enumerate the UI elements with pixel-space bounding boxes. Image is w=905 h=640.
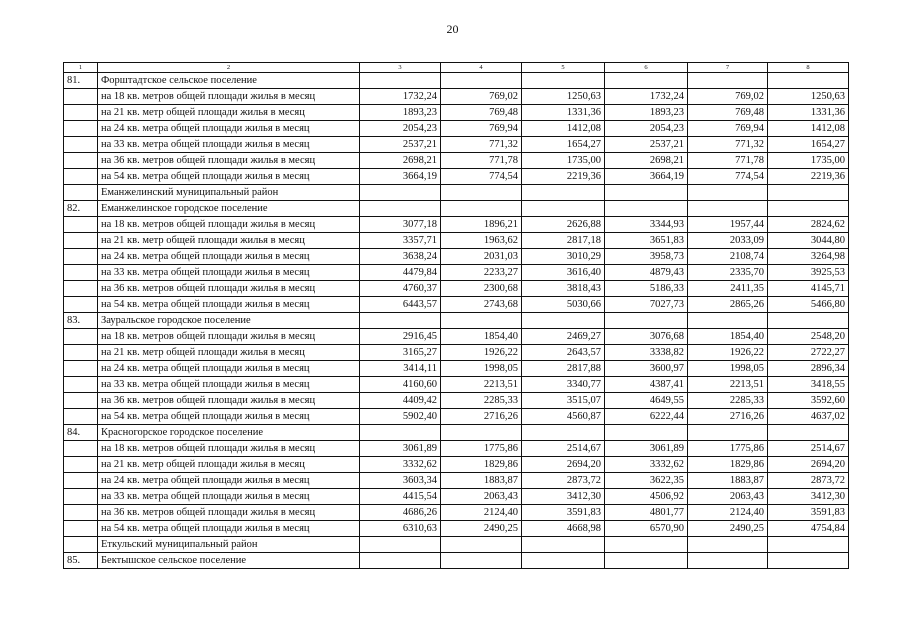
value-cell: 1963,62 bbox=[441, 233, 522, 249]
table-row bbox=[64, 169, 849, 185]
value-cell: 3418,55 bbox=[768, 377, 849, 393]
value-cell: 3332,62 bbox=[605, 457, 688, 473]
row-number bbox=[64, 233, 98, 249]
value-cell: 2490,25 bbox=[688, 521, 768, 537]
value-cell: 3344,93 bbox=[605, 217, 688, 233]
value-cell: 4160,60 bbox=[360, 377, 441, 393]
value-cell: 6310,63 bbox=[360, 521, 441, 537]
value-cell: 4637,02 bbox=[768, 409, 849, 425]
value-cell bbox=[360, 537, 441, 553]
table-row bbox=[64, 121, 849, 137]
value-cell: 1957,44 bbox=[688, 217, 768, 233]
value-cell bbox=[441, 425, 522, 441]
value-cell bbox=[441, 73, 522, 89]
value-cell: 6443,57 bbox=[360, 297, 441, 313]
row-name: на 21 кв. метр общей площади жилья в месяц bbox=[98, 457, 360, 473]
value-cell: 2873,72 bbox=[768, 473, 849, 489]
table-row bbox=[64, 89, 849, 105]
value-cell: 3340,77 bbox=[522, 377, 605, 393]
row-number bbox=[64, 393, 98, 409]
value-cell bbox=[768, 313, 849, 329]
table-row bbox=[64, 153, 849, 169]
value-cell: 2537,21 bbox=[605, 137, 688, 153]
row-name: на 18 кв. метров общей площади жилья в месяц bbox=[98, 89, 360, 105]
value-cell: 3061,89 bbox=[360, 441, 441, 457]
value-cell: 2865,26 bbox=[688, 297, 768, 313]
row-number bbox=[64, 489, 98, 505]
value-cell: 4668,98 bbox=[522, 521, 605, 537]
row-name: на 18 кв. метров общей площади жилья в месяц bbox=[98, 329, 360, 345]
row-name: на 36 кв. метров общей площади жилья в месяц bbox=[98, 393, 360, 409]
value-cell bbox=[441, 313, 522, 329]
value-cell: 1926,22 bbox=[441, 345, 522, 361]
value-cell bbox=[360, 313, 441, 329]
value-cell: 1654,27 bbox=[768, 137, 849, 153]
value-cell bbox=[522, 553, 605, 569]
value-cell: 2233,27 bbox=[441, 265, 522, 281]
value-cell: 4754,84 bbox=[768, 521, 849, 537]
value-cell: 3515,07 bbox=[522, 393, 605, 409]
value-cell: 7027,73 bbox=[605, 297, 688, 313]
value-cell: 2817,88 bbox=[522, 361, 605, 377]
tariff-table bbox=[63, 62, 849, 569]
value-cell: 2411,35 bbox=[688, 281, 768, 297]
row-number bbox=[64, 329, 98, 345]
value-cell: 3357,71 bbox=[360, 233, 441, 249]
row-number bbox=[64, 345, 98, 361]
value-cell: 2054,23 bbox=[360, 121, 441, 137]
value-cell bbox=[605, 185, 688, 201]
value-cell: 1926,22 bbox=[688, 345, 768, 361]
row-name: на 21 кв. метр общей площади жилья в месяц bbox=[98, 233, 360, 249]
row-name: на 36 кв. метров общей площади жилья в месяц bbox=[98, 505, 360, 521]
table-row bbox=[64, 105, 849, 121]
row-name: на 54 кв. метра общей площади жилья в месяц bbox=[98, 521, 360, 537]
value-cell bbox=[768, 425, 849, 441]
value-cell: 3264,98 bbox=[768, 249, 849, 265]
row-name: Еманжелинский муниципальный район bbox=[98, 185, 360, 201]
value-cell: 4145,71 bbox=[768, 281, 849, 297]
row-number: 85. bbox=[64, 553, 98, 569]
value-cell: 3651,83 bbox=[605, 233, 688, 249]
value-cell: 2716,26 bbox=[441, 409, 522, 425]
value-cell: 2694,20 bbox=[768, 457, 849, 473]
value-cell bbox=[522, 185, 605, 201]
value-cell: 1732,24 bbox=[360, 89, 441, 105]
value-cell bbox=[605, 537, 688, 553]
row-number bbox=[64, 473, 98, 489]
value-cell: 5186,33 bbox=[605, 281, 688, 297]
value-cell bbox=[522, 313, 605, 329]
table-row bbox=[64, 249, 849, 265]
value-cell: 6570,90 bbox=[605, 521, 688, 537]
value-cell bbox=[441, 201, 522, 217]
value-cell: 769,94 bbox=[688, 121, 768, 137]
value-cell: 2896,34 bbox=[768, 361, 849, 377]
row-number bbox=[64, 521, 98, 537]
row-name: Форштадтское сельское поселение bbox=[98, 73, 360, 89]
value-cell: 2824,62 bbox=[768, 217, 849, 233]
row-number bbox=[64, 217, 98, 233]
value-cell: 2213,51 bbox=[688, 377, 768, 393]
value-cell bbox=[688, 185, 768, 201]
value-cell: 769,48 bbox=[688, 105, 768, 121]
value-cell: 2033,09 bbox=[688, 233, 768, 249]
value-cell: 2219,36 bbox=[522, 169, 605, 185]
value-cell: 2285,33 bbox=[441, 393, 522, 409]
value-cell: 771,78 bbox=[441, 153, 522, 169]
value-cell: 2722,27 bbox=[768, 345, 849, 361]
value-cell: 1412,08 bbox=[768, 121, 849, 137]
column-number-row bbox=[64, 63, 849, 73]
value-cell bbox=[688, 313, 768, 329]
value-cell: 1854,40 bbox=[688, 329, 768, 345]
value-cell: 2514,67 bbox=[522, 441, 605, 457]
row-number bbox=[64, 121, 98, 137]
value-cell: 3603,34 bbox=[360, 473, 441, 489]
row-name: на 33 кв. метра общей площади жилья в месяц bbox=[98, 489, 360, 505]
column-number: 5 bbox=[522, 63, 605, 73]
value-cell: 5466,80 bbox=[768, 297, 849, 313]
value-cell: 2514,67 bbox=[768, 441, 849, 457]
value-cell: 5902,40 bbox=[360, 409, 441, 425]
column-number: 6 bbox=[605, 63, 688, 73]
value-cell: 2300,68 bbox=[441, 281, 522, 297]
value-cell: 2873,72 bbox=[522, 473, 605, 489]
row-number bbox=[64, 505, 98, 521]
row-number bbox=[64, 537, 98, 553]
value-cell: 2743,68 bbox=[441, 297, 522, 313]
row-name: на 54 кв. метра общей площади жилья в месяц bbox=[98, 409, 360, 425]
value-cell: 1412,08 bbox=[522, 121, 605, 137]
row-number bbox=[64, 457, 98, 473]
table-row bbox=[64, 553, 849, 569]
table-row bbox=[64, 345, 849, 361]
value-cell: 769,48 bbox=[441, 105, 522, 121]
value-cell: 3338,82 bbox=[605, 345, 688, 361]
value-cell bbox=[441, 553, 522, 569]
column-number: 2 bbox=[98, 63, 360, 73]
row-name: на 21 кв. метр общей площади жилья в месяц bbox=[98, 105, 360, 121]
value-cell: 4760,37 bbox=[360, 281, 441, 297]
value-cell bbox=[605, 553, 688, 569]
value-cell: 3010,29 bbox=[522, 249, 605, 265]
value-cell: 1893,23 bbox=[360, 105, 441, 121]
value-cell: 4801,77 bbox=[605, 505, 688, 521]
value-cell bbox=[522, 425, 605, 441]
value-cell: 3165,27 bbox=[360, 345, 441, 361]
table-row bbox=[64, 441, 849, 457]
row-name: Еткульский муниципальный район bbox=[98, 537, 360, 553]
value-cell: 2108,74 bbox=[688, 249, 768, 265]
value-cell: 771,32 bbox=[441, 137, 522, 153]
value-cell: 3818,43 bbox=[522, 281, 605, 297]
value-cell: 1732,24 bbox=[605, 89, 688, 105]
value-cell: 774,54 bbox=[441, 169, 522, 185]
value-cell: 1331,36 bbox=[768, 105, 849, 121]
value-cell: 4409,42 bbox=[360, 393, 441, 409]
value-cell bbox=[768, 553, 849, 569]
value-cell: 3664,19 bbox=[605, 169, 688, 185]
value-cell: 3332,62 bbox=[360, 457, 441, 473]
value-cell: 1775,86 bbox=[688, 441, 768, 457]
row-name: Зауральское городское поселение bbox=[98, 313, 360, 329]
value-cell: 2124,40 bbox=[441, 505, 522, 521]
row-number bbox=[64, 249, 98, 265]
value-cell: 2063,43 bbox=[441, 489, 522, 505]
value-cell: 4649,55 bbox=[605, 393, 688, 409]
value-cell bbox=[768, 201, 849, 217]
row-number bbox=[64, 153, 98, 169]
value-cell bbox=[688, 553, 768, 569]
value-cell: 1735,00 bbox=[768, 153, 849, 169]
value-cell: 3414,11 bbox=[360, 361, 441, 377]
value-cell: 2698,21 bbox=[605, 153, 688, 169]
value-cell: 1998,05 bbox=[441, 361, 522, 377]
table-row bbox=[64, 537, 849, 553]
value-cell: 3061,89 bbox=[605, 441, 688, 457]
table-row bbox=[64, 521, 849, 537]
value-cell: 3077,18 bbox=[360, 217, 441, 233]
row-name: на 36 кв. метров общей площади жилья в месяц bbox=[98, 281, 360, 297]
row-name: на 18 кв. метров общей площади жилья в месяц bbox=[98, 441, 360, 457]
column-number: 4 bbox=[441, 63, 522, 73]
table-row bbox=[64, 281, 849, 297]
table-row bbox=[64, 457, 849, 473]
page-number: 20 bbox=[446, 22, 459, 36]
value-cell: 769,94 bbox=[441, 121, 522, 137]
value-cell: 771,32 bbox=[688, 137, 768, 153]
row-number bbox=[64, 185, 98, 201]
table-row bbox=[64, 361, 849, 377]
value-cell bbox=[360, 201, 441, 217]
value-cell: 2213,51 bbox=[441, 377, 522, 393]
value-cell bbox=[441, 185, 522, 201]
value-cell bbox=[688, 537, 768, 553]
value-cell bbox=[605, 73, 688, 89]
value-cell: 3044,80 bbox=[768, 233, 849, 249]
value-cell: 2626,88 bbox=[522, 217, 605, 233]
table-row bbox=[64, 473, 849, 489]
value-cell bbox=[360, 425, 441, 441]
value-cell bbox=[522, 537, 605, 553]
column-number: 7 bbox=[688, 63, 768, 73]
value-cell bbox=[768, 185, 849, 201]
row-number bbox=[64, 441, 98, 457]
value-cell bbox=[441, 537, 522, 553]
table-row bbox=[64, 185, 849, 201]
row-name: на 24 кв. метра общей площади жилья в месяц bbox=[98, 361, 360, 377]
value-cell: 2916,45 bbox=[360, 329, 441, 345]
value-cell: 2063,43 bbox=[688, 489, 768, 505]
value-cell: 1893,23 bbox=[605, 105, 688, 121]
value-cell: 2335,70 bbox=[688, 265, 768, 281]
value-cell: 1735,00 bbox=[522, 153, 605, 169]
value-cell: 3925,53 bbox=[768, 265, 849, 281]
row-name: на 33 кв. метра общей площади жилья в месяц bbox=[98, 377, 360, 393]
value-cell: 1829,86 bbox=[441, 457, 522, 473]
value-cell: 4479,84 bbox=[360, 265, 441, 281]
row-number: 83. bbox=[64, 313, 98, 329]
value-cell: 3600,97 bbox=[605, 361, 688, 377]
value-cell: 774,54 bbox=[688, 169, 768, 185]
table-row bbox=[64, 489, 849, 505]
value-cell bbox=[768, 537, 849, 553]
value-cell: 4560,87 bbox=[522, 409, 605, 425]
value-cell: 2548,20 bbox=[768, 329, 849, 345]
value-cell: 3591,83 bbox=[522, 505, 605, 521]
value-cell bbox=[522, 201, 605, 217]
column-number: 8 bbox=[768, 63, 849, 73]
row-name: Еманжелинское городское поселение bbox=[98, 201, 360, 217]
table-row bbox=[64, 329, 849, 345]
row-number bbox=[64, 281, 98, 297]
column-number: 3 bbox=[360, 63, 441, 73]
row-name: на 54 кв. метра общей площади жилья в месяц bbox=[98, 169, 360, 185]
row-name: на 21 кв. метр общей площади жилья в месяц bbox=[98, 345, 360, 361]
value-cell: 1775,86 bbox=[441, 441, 522, 457]
row-number bbox=[64, 137, 98, 153]
value-cell: 2490,25 bbox=[441, 521, 522, 537]
value-cell: 1854,40 bbox=[441, 329, 522, 345]
row-number: 84. bbox=[64, 425, 98, 441]
value-cell: 769,02 bbox=[688, 89, 768, 105]
value-cell: 4686,26 bbox=[360, 505, 441, 521]
value-cell: 2537,21 bbox=[360, 137, 441, 153]
value-cell: 1883,87 bbox=[441, 473, 522, 489]
table-row bbox=[64, 505, 849, 521]
value-cell: 2124,40 bbox=[688, 505, 768, 521]
value-cell: 4387,41 bbox=[605, 377, 688, 393]
table-row bbox=[64, 393, 849, 409]
value-cell: 2054,23 bbox=[605, 121, 688, 137]
row-number bbox=[64, 361, 98, 377]
value-cell: 1250,63 bbox=[768, 89, 849, 105]
table-row bbox=[64, 409, 849, 425]
row-name: Бектышское сельское поселение bbox=[98, 553, 360, 569]
value-cell: 2031,03 bbox=[441, 249, 522, 265]
row-number bbox=[64, 409, 98, 425]
row-number bbox=[64, 377, 98, 393]
value-cell: 3076,68 bbox=[605, 329, 688, 345]
value-cell: 2469,27 bbox=[522, 329, 605, 345]
table-row bbox=[64, 265, 849, 281]
value-cell: 769,02 bbox=[441, 89, 522, 105]
value-cell: 1883,87 bbox=[688, 473, 768, 489]
value-cell: 1250,63 bbox=[522, 89, 605, 105]
row-name: на 33 кв. метра общей площади жилья в месяц bbox=[98, 265, 360, 281]
value-cell: 1829,86 bbox=[688, 457, 768, 473]
value-cell bbox=[688, 425, 768, 441]
value-cell: 3616,40 bbox=[522, 265, 605, 281]
value-cell: 1331,36 bbox=[522, 105, 605, 121]
value-cell: 3412,30 bbox=[768, 489, 849, 505]
row-number: 81. bbox=[64, 73, 98, 89]
value-cell: 3592,60 bbox=[768, 393, 849, 409]
value-cell: 2716,26 bbox=[688, 409, 768, 425]
row-name: Красногорское городское поселение bbox=[98, 425, 360, 441]
row-name: на 54 кв. метра общей площади жилья в месяц bbox=[98, 297, 360, 313]
value-cell: 4879,43 bbox=[605, 265, 688, 281]
table-row bbox=[64, 313, 849, 329]
value-cell: 2643,57 bbox=[522, 345, 605, 361]
value-cell bbox=[605, 201, 688, 217]
table-row bbox=[64, 377, 849, 393]
value-cell bbox=[360, 185, 441, 201]
value-cell: 2698,21 bbox=[360, 153, 441, 169]
value-cell: 1998,05 bbox=[688, 361, 768, 377]
row-name: на 24 кв. метра общей площади жилья в месяц bbox=[98, 249, 360, 265]
table-row bbox=[64, 201, 849, 217]
row-number: 82. bbox=[64, 201, 98, 217]
value-cell: 6222,44 bbox=[605, 409, 688, 425]
row-name: на 36 кв. метров общей площади жилья в месяц bbox=[98, 153, 360, 169]
value-cell bbox=[360, 553, 441, 569]
value-cell: 4506,92 bbox=[605, 489, 688, 505]
table-row bbox=[64, 217, 849, 233]
value-cell: 3591,83 bbox=[768, 505, 849, 521]
row-number bbox=[64, 105, 98, 121]
row-name: на 33 кв. метра общей площади жилья в месяц bbox=[98, 137, 360, 153]
value-cell bbox=[605, 425, 688, 441]
value-cell: 771,78 bbox=[688, 153, 768, 169]
value-cell bbox=[768, 73, 849, 89]
row-number bbox=[64, 265, 98, 281]
value-cell: 2285,33 bbox=[688, 393, 768, 409]
value-cell: 3664,19 bbox=[360, 169, 441, 185]
value-cell: 1654,27 bbox=[522, 137, 605, 153]
value-cell bbox=[688, 73, 768, 89]
value-cell: 1896,21 bbox=[441, 217, 522, 233]
row-name: на 24 кв. метра общей площади жилья в месяц bbox=[98, 473, 360, 489]
table-row bbox=[64, 137, 849, 153]
value-cell: 3638,24 bbox=[360, 249, 441, 265]
value-cell: 3958,73 bbox=[605, 249, 688, 265]
value-cell bbox=[522, 73, 605, 89]
row-number bbox=[64, 169, 98, 185]
value-cell: 2817,18 bbox=[522, 233, 605, 249]
column-number: 1 bbox=[64, 63, 98, 73]
value-cell: 3622,35 bbox=[605, 473, 688, 489]
row-name: на 18 кв. метров общей площади жилья в месяц bbox=[98, 217, 360, 233]
value-cell bbox=[605, 313, 688, 329]
table-row bbox=[64, 425, 849, 441]
table-row bbox=[64, 233, 849, 249]
value-cell: 5030,66 bbox=[522, 297, 605, 313]
row-number bbox=[64, 89, 98, 105]
row-name: на 24 кв. метра общей площади жилья в месяц bbox=[98, 121, 360, 137]
value-cell: 2694,20 bbox=[522, 457, 605, 473]
value-cell: 2219,36 bbox=[768, 169, 849, 185]
value-cell bbox=[360, 73, 441, 89]
table-row bbox=[64, 297, 849, 313]
table-row bbox=[64, 73, 849, 89]
value-cell bbox=[688, 201, 768, 217]
value-cell: 4415,54 bbox=[360, 489, 441, 505]
row-number bbox=[64, 297, 98, 313]
value-cell: 3412,30 bbox=[522, 489, 605, 505]
